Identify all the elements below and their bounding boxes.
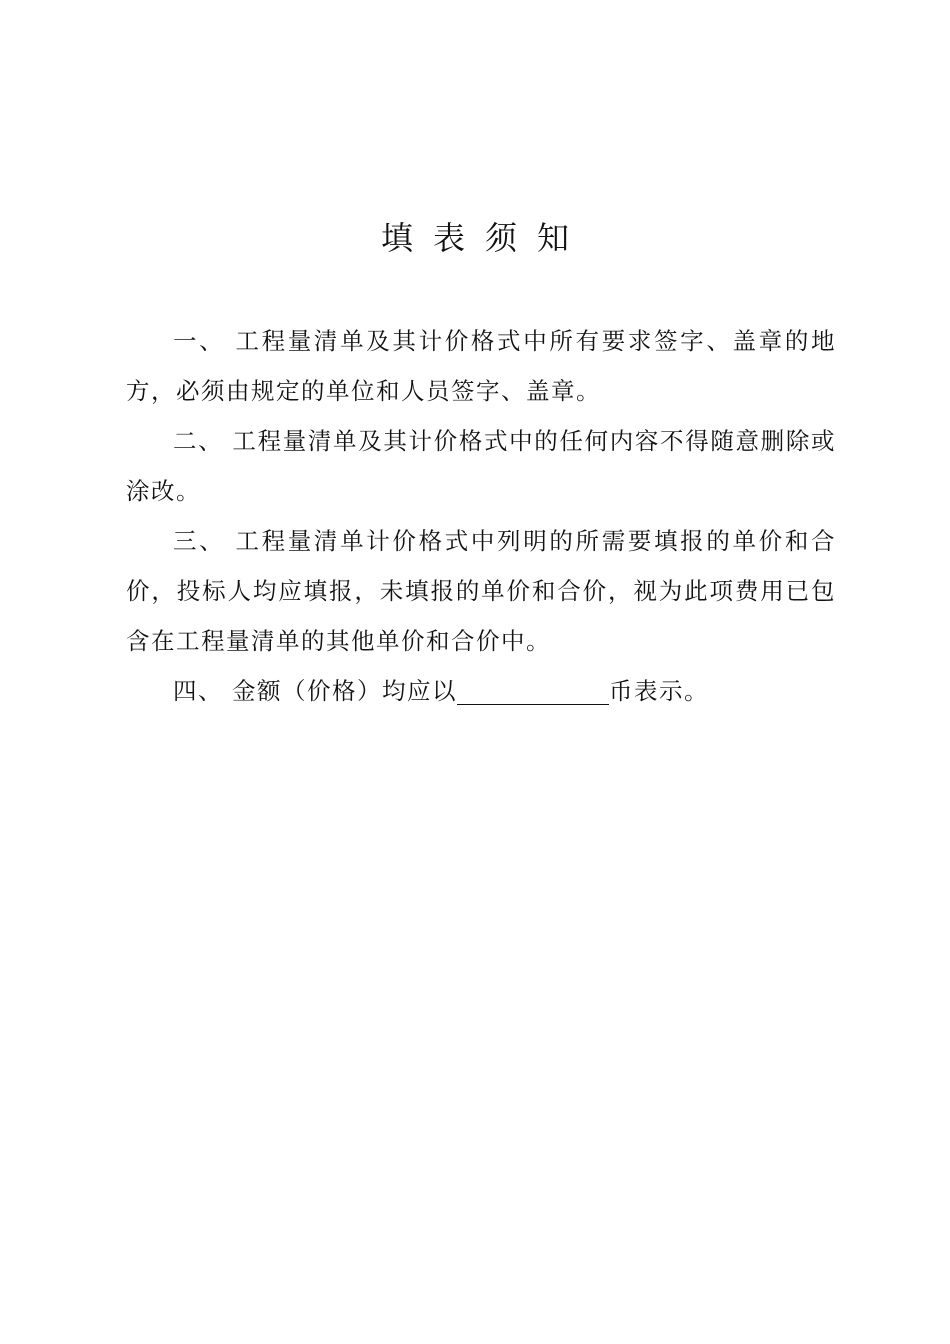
instructions — [126, 316, 836, 716]
instruction-item-1: 一、 工程量清单及其计价格式中所有要求签字、盖章的地方，必须由规定的单位和人员签字、盖章。 — [126, 327, 836, 405]
currency-blank-line — [457, 676, 609, 705]
instruction-item-4-suffix: 币表示。 — [608, 677, 709, 705]
instruction-item-3: 三、 工程量清单计价格式中列明的所需要填报的单价和合价，投标人均应填报，未填报的单价和合价，视为此项费用已包含在工程量清单的其他单价和合价中。 — [126, 527, 836, 655]
instruction-item-2: 二、 工程量清单及其计价格式中的任何内容不得随意删除或涂改。 — [126, 427, 836, 505]
page-title: 填表须知 — [380, 219, 589, 257]
instruction-item-4-prefix: 四、 金额（价格）均应以 — [173, 677, 457, 705]
instruction-item-4 — [126, 666, 836, 716]
